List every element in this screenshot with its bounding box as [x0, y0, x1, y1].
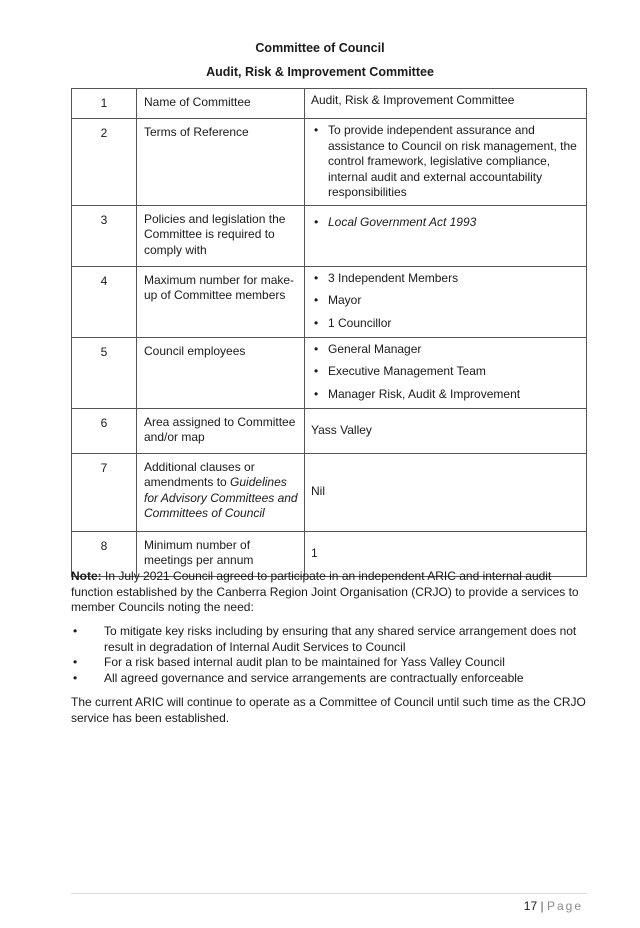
- list-item: • Mayor: [311, 293, 580, 309]
- table-row: [72, 119, 587, 206]
- list-item: • Manager Risk, Audit & Improvement: [311, 387, 580, 403]
- list-item: • Executive Management Team: [311, 364, 580, 380]
- list-item: • 3 Independent Members: [311, 271, 580, 287]
- row-label: Council employees: [137, 337, 305, 408]
- row-number: 8: [72, 531, 137, 576]
- note-text: In July 2021 Council agreed to participate in an independent ARIC and internal audit function established by the Canberra Region Joint Organisation (CRJO) to provide a services to member Councils noting the need:: [71, 569, 579, 614]
- row-label: Minimum number of meetings per annum: [137, 531, 305, 576]
- row-number: 1: [72, 89, 137, 119]
- page-footer: [524, 899, 583, 913]
- row-label: Terms of Reference: [137, 119, 305, 206]
- row-label-plain: Additional clauses or amendments to: [144, 459, 255, 489]
- table-row: [72, 266, 587, 337]
- list-item: • General Manager: [311, 342, 580, 358]
- row-value: Nil: [305, 453, 587, 531]
- table-row: [72, 408, 587, 453]
- closing-paragraph: The current ARIC will continue to operate as a Committee of Council until such time as the CRJO service has been established.: [71, 695, 586, 725]
- row-label: [137, 453, 305, 531]
- list-item: • All agreed governance and service arrangements are contractually enforceable: [71, 671, 591, 687]
- page-number: 17: [523, 899, 538, 913]
- page-word: Page: [546, 899, 583, 913]
- row-value: [305, 266, 587, 337]
- list-item: • Local Government Act 1993: [311, 215, 580, 231]
- row-label-italic: Guidelines for Advisory Committees and Committees of Council: [144, 475, 298, 520]
- row-number: 5: [72, 337, 137, 408]
- row-value: [305, 337, 587, 408]
- document-subheading: Audit, Risk & Improvement Committee: [206, 65, 434, 79]
- table-row: [72, 453, 587, 531]
- note-prefix: Note:: [71, 569, 102, 583]
- row-number: 3: [72, 205, 137, 266]
- table-row: [72, 337, 587, 408]
- row-value: Audit, Risk & Improvement Committee: [305, 89, 587, 119]
- list-item: • To mitigate key risks including by ensuring that any shared service arrangement does not result in degradation of Internal Audit Services to Council: [71, 624, 591, 655]
- note-list: [71, 624, 591, 686]
- row-number: 4: [72, 266, 137, 337]
- row-value: [305, 119, 587, 206]
- row-label: Policies and legislation the Committee is required to comply with: [137, 205, 305, 266]
- row-label: Name of Committee: [137, 89, 305, 119]
- row-number: 7: [72, 453, 137, 531]
- table-row: [72, 89, 587, 119]
- note-paragraph: [71, 569, 591, 616]
- table-row: [72, 205, 587, 266]
- list-item: • To provide independent assurance and assistance to Council on risk management, the control framework, legislative compliance, internal audit and external accountability responsibilities: [311, 123, 580, 201]
- row-value: [305, 205, 587, 266]
- row-value: 1: [305, 531, 587, 576]
- page-separator: |: [540, 899, 544, 913]
- row-label: Area assigned to Committee and/or map: [137, 408, 305, 453]
- row-label: Maximum number for make-up of Committee members: [137, 266, 305, 337]
- row-number: 6: [72, 408, 137, 453]
- footer-divider: [71, 893, 587, 894]
- committee-table: [71, 88, 587, 577]
- row-number: 2: [72, 119, 137, 206]
- list-item: • For a risk based internal audit plan to be maintained for Yass Valley Council: [71, 655, 591, 671]
- list-item: • 1 Councillor: [311, 316, 580, 332]
- row-value: Yass Valley: [305, 408, 587, 453]
- document-heading: Committee of Council: [255, 41, 385, 55]
